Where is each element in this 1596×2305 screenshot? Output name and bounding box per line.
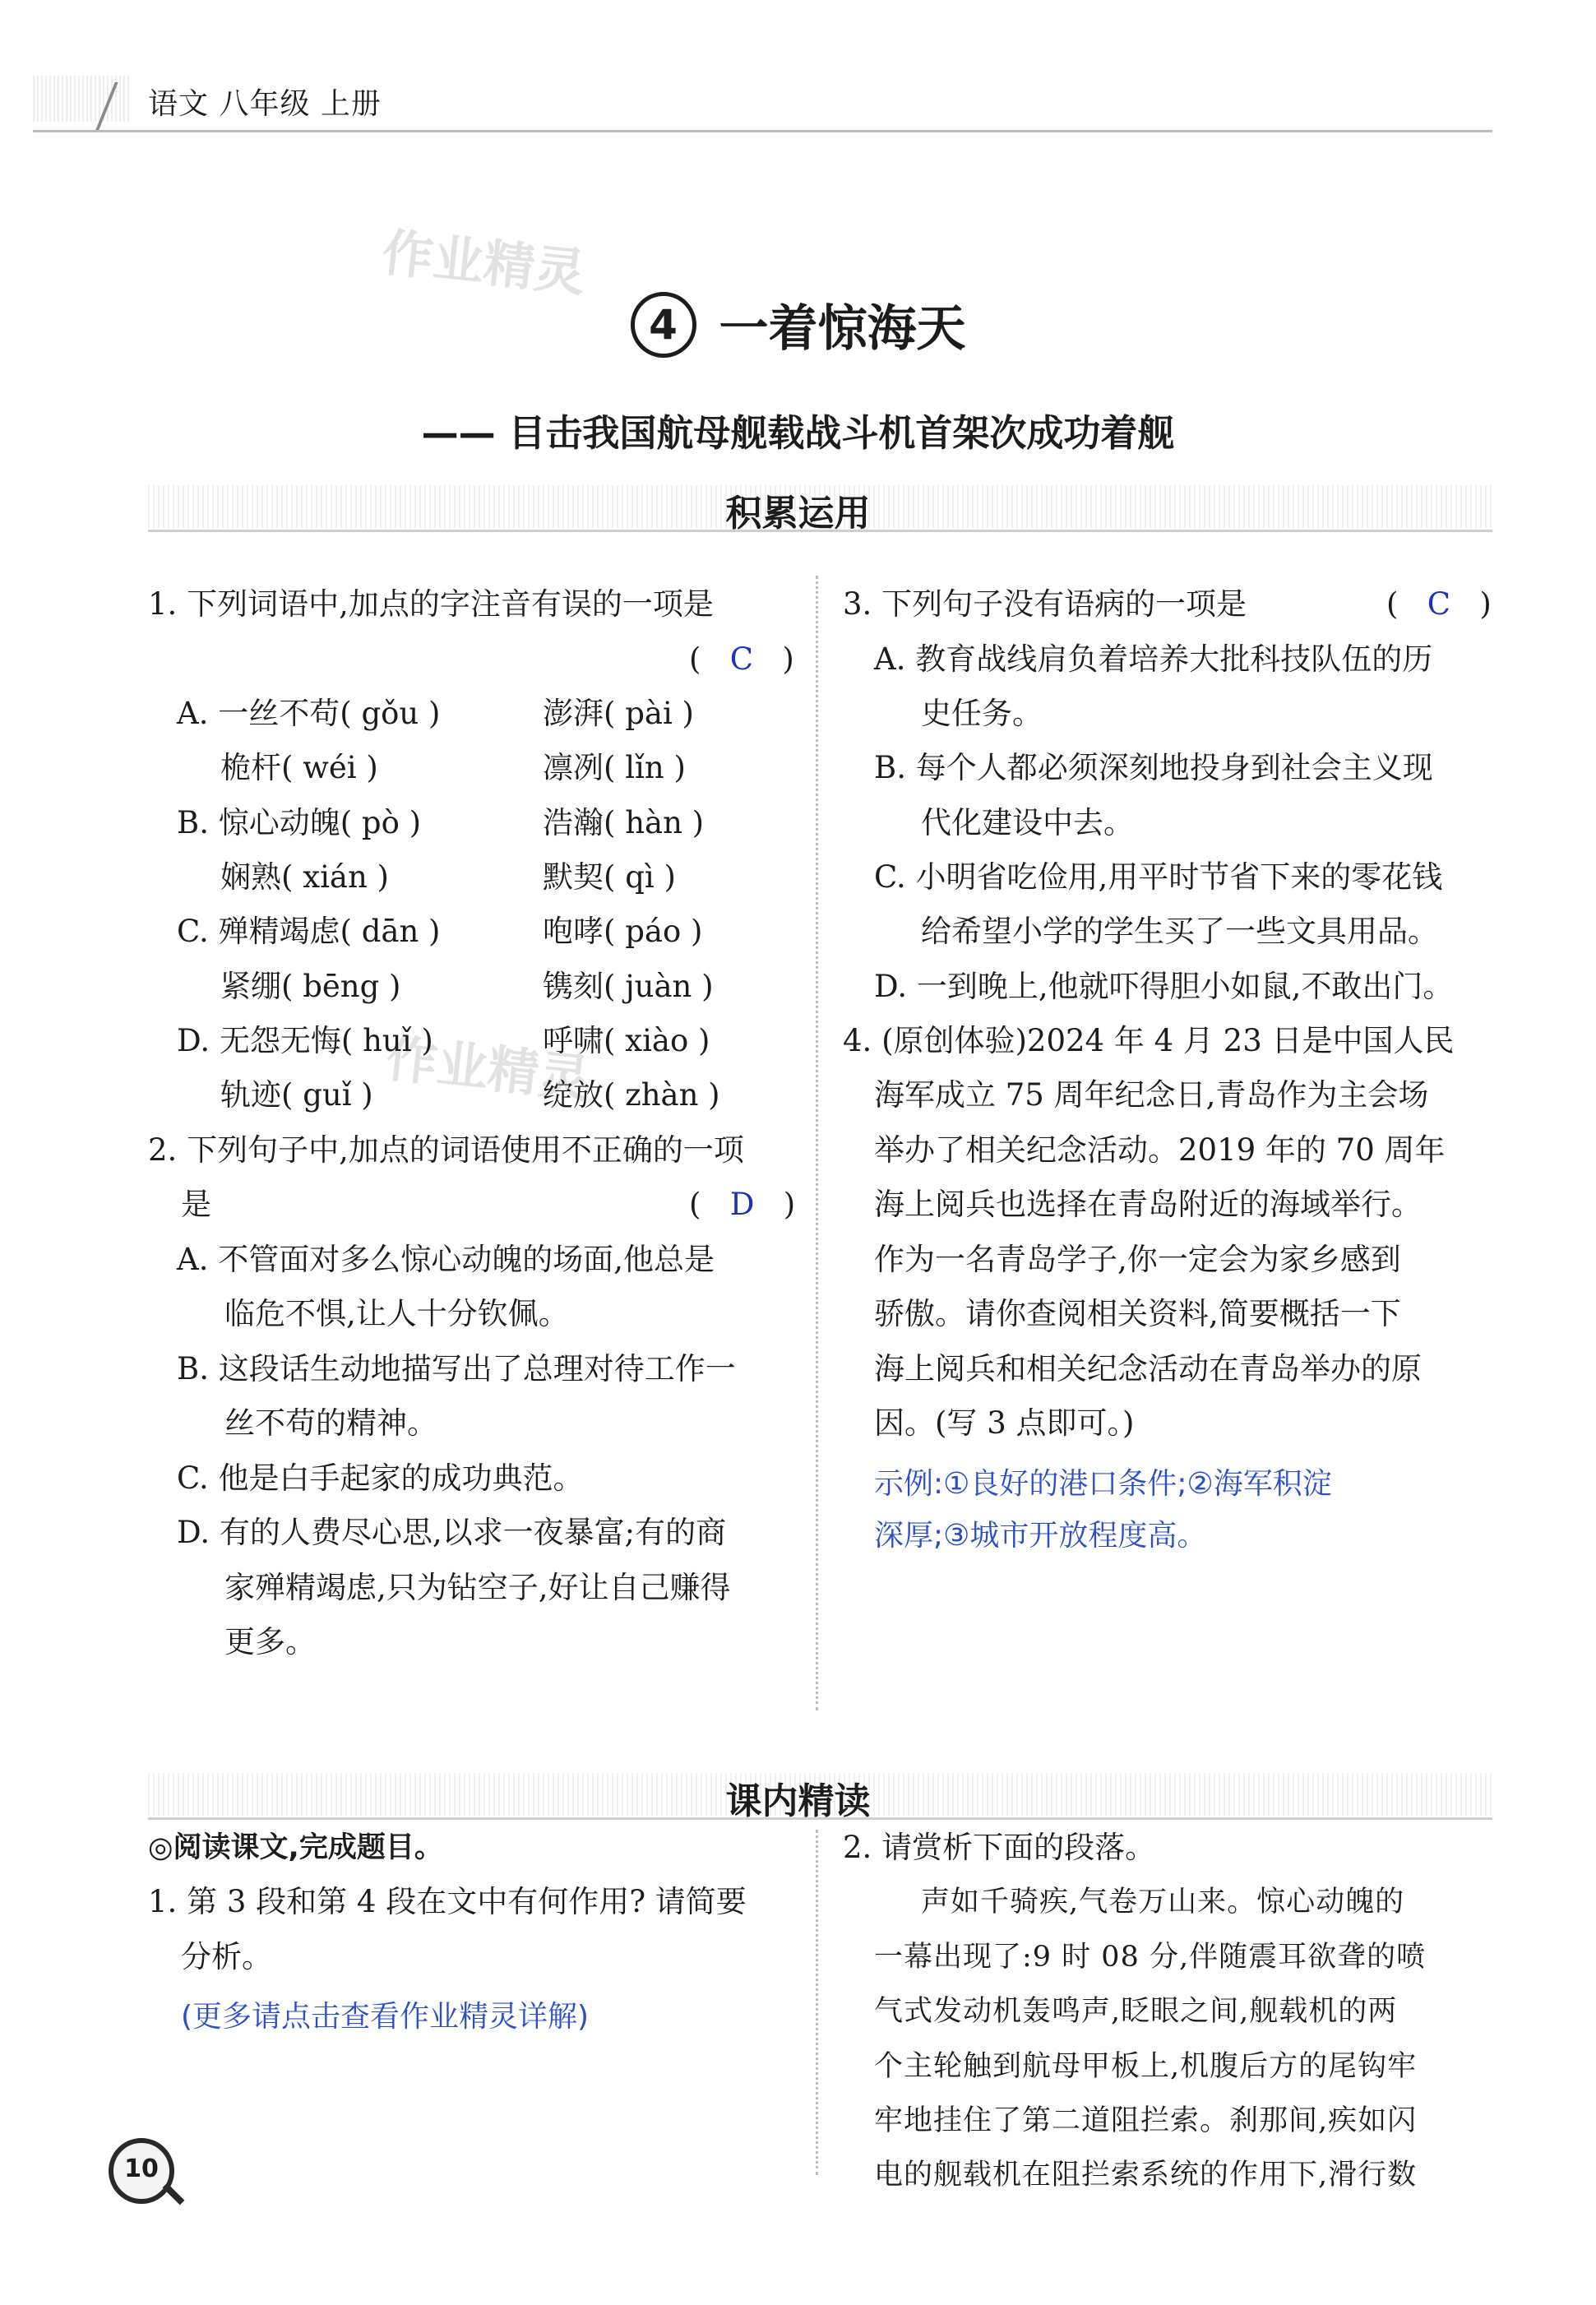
q3-line: 代化建设中去。 bbox=[921, 805, 1134, 840]
q3-line: B. 每个人都必须深刻地投身到社会主义现 bbox=[874, 750, 1433, 785]
q1-option: 桅杆( wéi ) bbox=[220, 750, 378, 785]
paren-close: ) bbox=[783, 1187, 796, 1222]
q1-option: 绽放( zhàn ) bbox=[543, 1077, 720, 1113]
q2-answer: D bbox=[729, 1187, 755, 1222]
q1-option: 咆哮( páo ) bbox=[543, 914, 703, 949]
q1-option: B. 惊心动魄( pò ) bbox=[177, 805, 422, 840]
reading-instruction: ◎阅读课文,完成题目。 bbox=[148, 1831, 443, 1864]
q1-option: 凛冽( lǐn ) bbox=[543, 750, 686, 785]
reading-q2: 2. 请赏析下面的段落。 bbox=[843, 1830, 1156, 1865]
q2-line: C. 他是白手起家的成功典范。 bbox=[177, 1460, 584, 1496]
q2-line: D. 有的人费尽心思,以求一夜暴富;有的商 bbox=[177, 1515, 727, 1550]
q3-line: C. 小明省吃俭用,用平时节省下来的零花钱 bbox=[874, 859, 1443, 895]
q2-line: 丝不苟的精神。 bbox=[224, 1405, 437, 1441]
q2-stem-cont: 是 bbox=[181, 1187, 211, 1222]
q4-answer-line: 深厚;③城市开放程度高。 bbox=[874, 1519, 1207, 1553]
passage-line: 一幕出现了:9 时 08 分,伴随震耳欲聋的喷 bbox=[874, 1941, 1427, 1974]
paren-open: ( bbox=[689, 641, 701, 677]
q1-option: D. 无怨无悔( huǐ ) bbox=[177, 1023, 433, 1058]
q2-line: 更多。 bbox=[224, 1624, 316, 1659]
q2-line: B. 这段话生动地描写出了总理对待工作一 bbox=[177, 1351, 736, 1386]
q1-option: 娴熟( xián ) bbox=[220, 859, 389, 895]
lesson-title-text: 一着惊海天 bbox=[719, 300, 966, 358]
book-header: 语文 八年级 上册 bbox=[148, 87, 382, 121]
page-badge-tail bbox=[163, 2183, 185, 2205]
q1-option: C. 殚精竭虑( dān ) bbox=[177, 914, 441, 949]
q4-line: 4. (原创体验)2024 年 4 月 23 日是中国人民 bbox=[843, 1023, 1455, 1058]
watermark-middle: 作业精灵 bbox=[383, 1028, 593, 1109]
q2-line: A. 不管面对多么惊心动魄的场面,他总是 bbox=[177, 1242, 715, 1277]
lesson-number: 4 bbox=[631, 292, 696, 358]
q2-stem: 2. 下列句子中,加点的词语使用不正确的一项 bbox=[148, 1132, 744, 1168]
q1-option: 呼啸( xiào ) bbox=[543, 1023, 710, 1058]
q1-option: 镌刻( juàn ) bbox=[543, 969, 714, 1004]
q3-line: D. 一到晚上,他就吓得胆小如鼠,不敢出门。 bbox=[874, 969, 1454, 1004]
q4-line: 举办了相关纪念活动。2019 年的 70 周年 bbox=[874, 1132, 1446, 1168]
q4-line: 海军成立 75 周年纪念日,青岛作为主会场 bbox=[874, 1077, 1429, 1113]
lesson-title bbox=[0, 289, 1596, 360]
more-details-link[interactable]: (更多请点击查看作业精灵详解) bbox=[181, 2000, 590, 2034]
q2-line: 临危不惧,让人十分钦佩。 bbox=[224, 1296, 569, 1331]
passage-line: 电的舰载机在阻拦索系统的作用下,滑行数 bbox=[874, 2159, 1418, 2192]
q1-answer: C bbox=[729, 641, 754, 677]
passage-line: 气式发动机轰鸣声,眨眼之间,舰载机的两 bbox=[874, 1995, 1398, 2028]
q2-answer-paren bbox=[689, 1184, 795, 1225]
q3-line: 给希望小学的学生买了一些文具用品。 bbox=[921, 914, 1438, 949]
column-divider bbox=[816, 1830, 818, 2175]
q2-line: 家殚精竭虑,只为钻空子,好让自己赚得 bbox=[224, 1570, 731, 1605]
q1-option: 轨迹( guǐ ) bbox=[220, 1077, 373, 1113]
paren-open: ( bbox=[689, 1187, 701, 1222]
q3-answer: C bbox=[1427, 586, 1451, 622]
q3-line: A. 教育战线肩负着培养大批科技队伍的历 bbox=[874, 641, 1433, 677]
header-rule bbox=[33, 130, 1492, 132]
paren-open: ( bbox=[1386, 586, 1399, 622]
passage-line: 个主轮触到航母甲板上,机腹后方的尾钩牢 bbox=[874, 2050, 1418, 2083]
q3-stem: 3. 下列句子没有语病的一项是 bbox=[843, 586, 1247, 622]
paren-close: ) bbox=[782, 641, 794, 677]
q4-line: 骄傲。请你查阅相关资料,简要概括一下 bbox=[874, 1296, 1401, 1331]
q1-option: 默契( qì ) bbox=[543, 859, 676, 895]
q3-line: 史任务。 bbox=[921, 696, 1043, 731]
section-title-accumulate: 积累运用 bbox=[725, 493, 871, 535]
q4-answer-line: 示例:①良好的港口条件;②海军积淀 bbox=[874, 1467, 1332, 1501]
q1-stem: 1. 下列词语中,加点的字注音有误的一项是 bbox=[148, 586, 714, 622]
paren-close: ) bbox=[1479, 586, 1492, 622]
q3-answer-paren bbox=[1386, 584, 1492, 625]
q1-answer-paren bbox=[689, 639, 794, 680]
q1-option: 澎湃( pài ) bbox=[543, 696, 694, 731]
q1-option: A. 一丝不苟( gǒu ) bbox=[177, 696, 441, 731]
reading-q1-cont: 分析。 bbox=[181, 1939, 272, 1974]
q1-option: 紧绷( bēng ) bbox=[220, 969, 401, 1004]
page-number: 10 bbox=[124, 2155, 159, 2183]
q4-line: 海上阅兵和相关纪念活动在青岛举办的原 bbox=[874, 1351, 1422, 1386]
section-title-reading: 课内精读 bbox=[725, 1780, 871, 1822]
watermark-top: 作业精灵 bbox=[379, 222, 589, 303]
column-divider bbox=[816, 576, 818, 1710]
passage-line: 牢地挂住了第二道阻拦索。刹那间,疾如闪 bbox=[874, 2104, 1418, 2137]
q4-line: 作为一名青岛学子,你一定会为家乡感到 bbox=[874, 1242, 1401, 1277]
q4-line: 因。(写 3 点即可。) bbox=[874, 1405, 1135, 1441]
lesson-subtitle: —— 目击我国航母舰载战斗机首架次成功着舰 bbox=[421, 411, 1175, 455]
reading-q1: 1. 第 3 段和第 4 段在文中有何作用? 请简要 bbox=[148, 1884, 747, 1919]
q4-line: 海上阅兵也选择在青岛附近的海域举行。 bbox=[874, 1187, 1422, 1222]
passage-line: 声如千骑疾,气卷万山来。惊心动魄的 bbox=[921, 1886, 1405, 1919]
q1-option: 浩瀚( hàn ) bbox=[543, 805, 705, 840]
